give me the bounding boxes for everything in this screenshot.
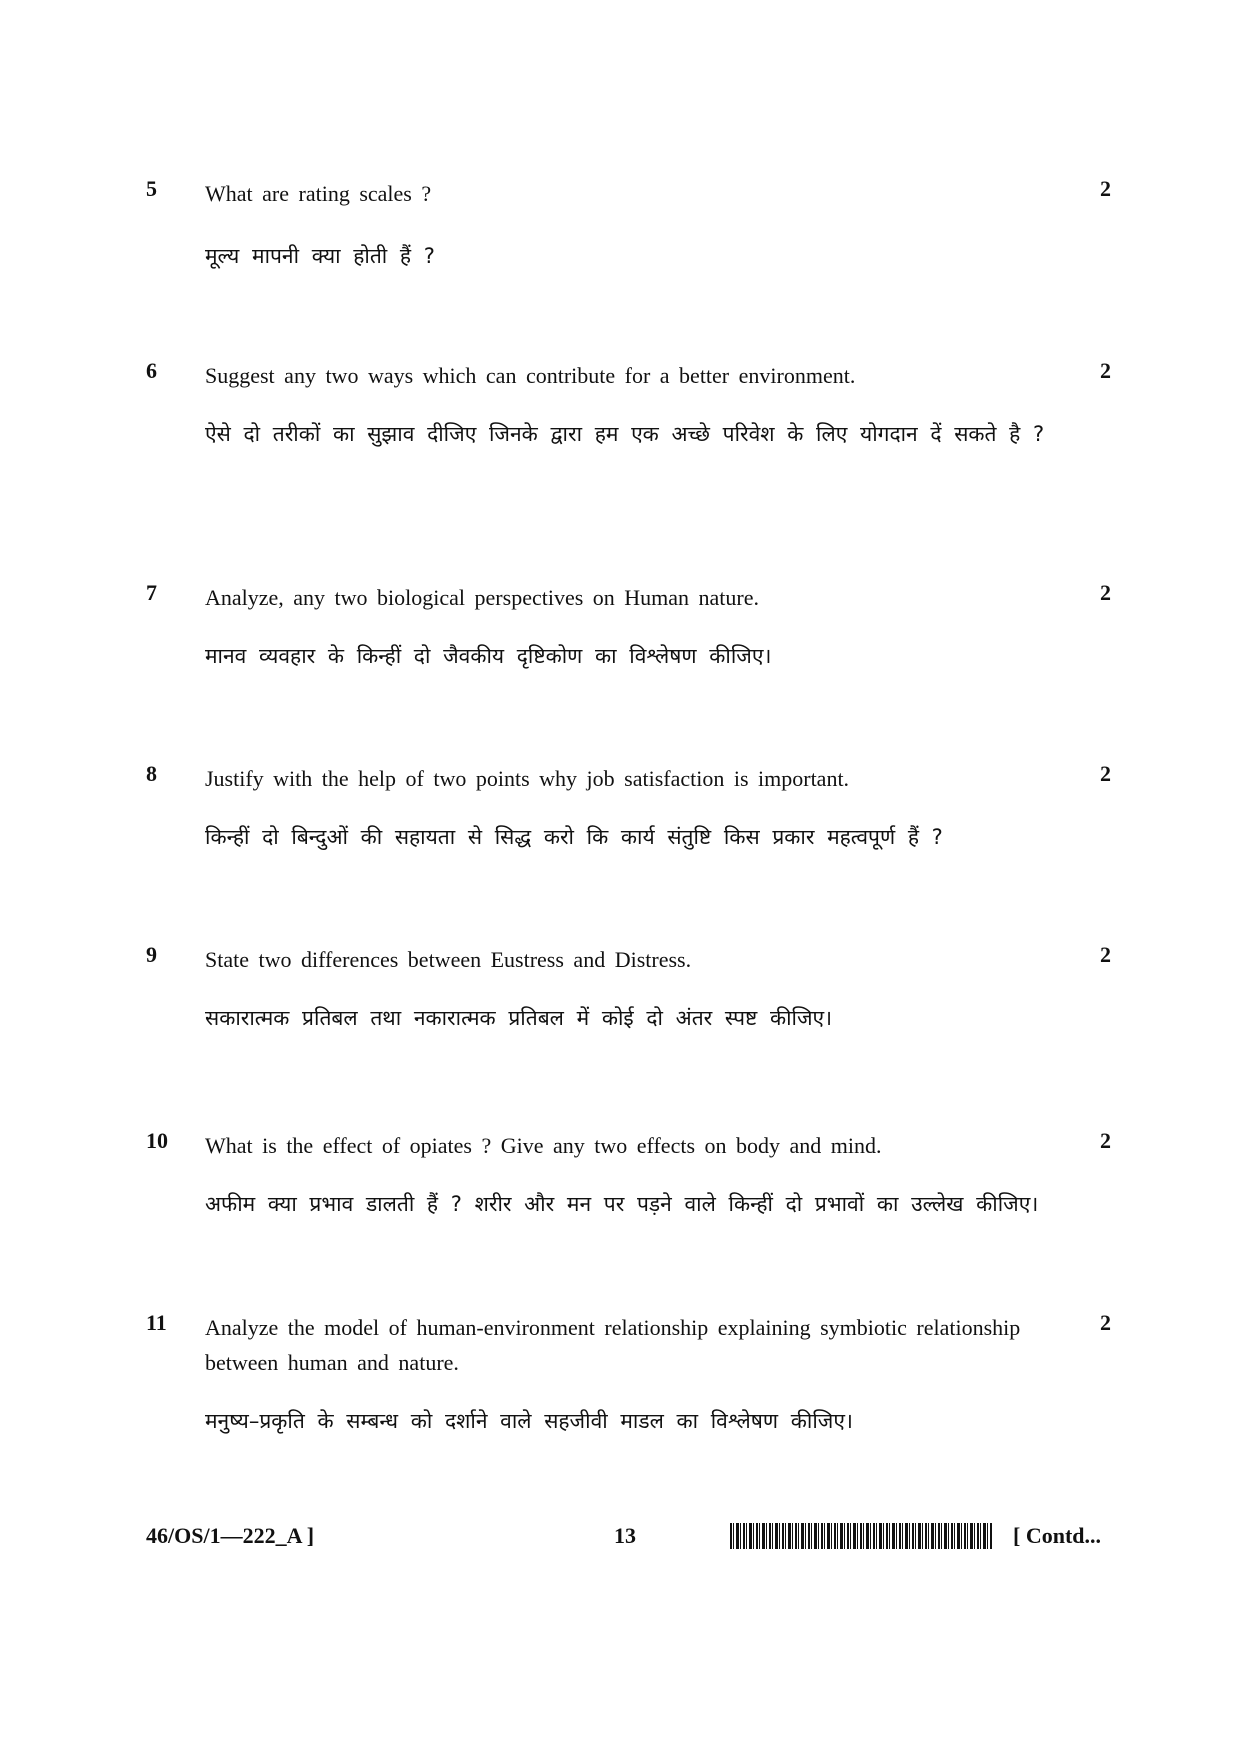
page-footer <box>0 1523 1241 1563</box>
question-marks: 2 <box>1100 1128 1111 1153</box>
question-text-hindi: ऐसे दो तरीकों का सुझाव दीजिए जिनके द्वारा हम एक अच्छे परिवेश के लिए योगदान दें सकते है ? <box>205 422 1045 446</box>
question-text-english: Analyze the model of human-environment relationship explaining symbiotic relationship between human and nature. <box>205 1315 1021 1375</box>
barcode-icon <box>730 1523 992 1549</box>
paper-code: 46/OS/1—222_A ] <box>146 1523 315 1548</box>
question-text-hindi: अफीम क्या प्रभाव डालती हैं ? शरीर और मन पर पड़ने वाले किन्हीं दो प्रभावों का उल्लेख कीजिए। <box>205 1192 1039 1216</box>
question-marks: 2 <box>1100 176 1111 201</box>
question-marks: 2 <box>1100 358 1111 383</box>
question-number: 6 <box>146 358 157 383</box>
question-text-english: Justify with the help of two points why job satisfaction is important. <box>205 766 850 791</box>
question-text-hindi: मूल्य मापनी क्या होती हैं ? <box>205 244 435 268</box>
question-number: 9 <box>146 942 157 967</box>
question-text-hindi: मानव व्यवहार के किन्हीं दो जैवकीय दृष्टिकोण का विश्लेषण कीजिए। <box>205 644 772 668</box>
question-number: 5 <box>146 176 157 201</box>
question-number: 8 <box>146 761 157 786</box>
question-text-english: Analyze, any two biological perspectives on Human nature. <box>205 585 760 610</box>
question-number: 7 <box>146 580 157 605</box>
question-marks: 2 <box>1100 1310 1111 1335</box>
question-marks: 2 <box>1100 580 1111 605</box>
question-marks: 2 <box>1100 761 1111 786</box>
question-number: 11 <box>146 1310 167 1335</box>
question-text-hindi: सकारात्मक प्रतिबल तथा नकारात्मक प्रतिबल में कोई दो अंतर स्पष्ट कीजिए। <box>205 1006 833 1030</box>
question-text-english: What is the effect of opiates ? Give any two effects on body and mind. <box>205 1133 882 1158</box>
question-text-english: What are rating scales ? <box>205 181 432 206</box>
question-text-english: Suggest any two ways which can contribute for a better environment. <box>205 363 856 388</box>
question-text-english: State two differences between Eustress and Distress. <box>205 947 692 972</box>
continued-label: [ Contd... <box>1013 1523 1102 1548</box>
question-marks: 2 <box>1100 942 1111 967</box>
question-text-hindi: मनुष्य–प्रकृति के सम्बन्ध को दर्शाने वाले सहजीवी माडल का विश्लेषण कीजिए। <box>205 1409 853 1433</box>
question-text-hindi: किन्हीं दो बिन्दुओं की सहायता से सिद्ध करो कि कार्य संतुष्टि किस प्रकार महत्वपूर्ण हैं ? <box>205 825 943 849</box>
page-number: 13 <box>614 1523 636 1548</box>
question-number: 10 <box>146 1128 168 1153</box>
